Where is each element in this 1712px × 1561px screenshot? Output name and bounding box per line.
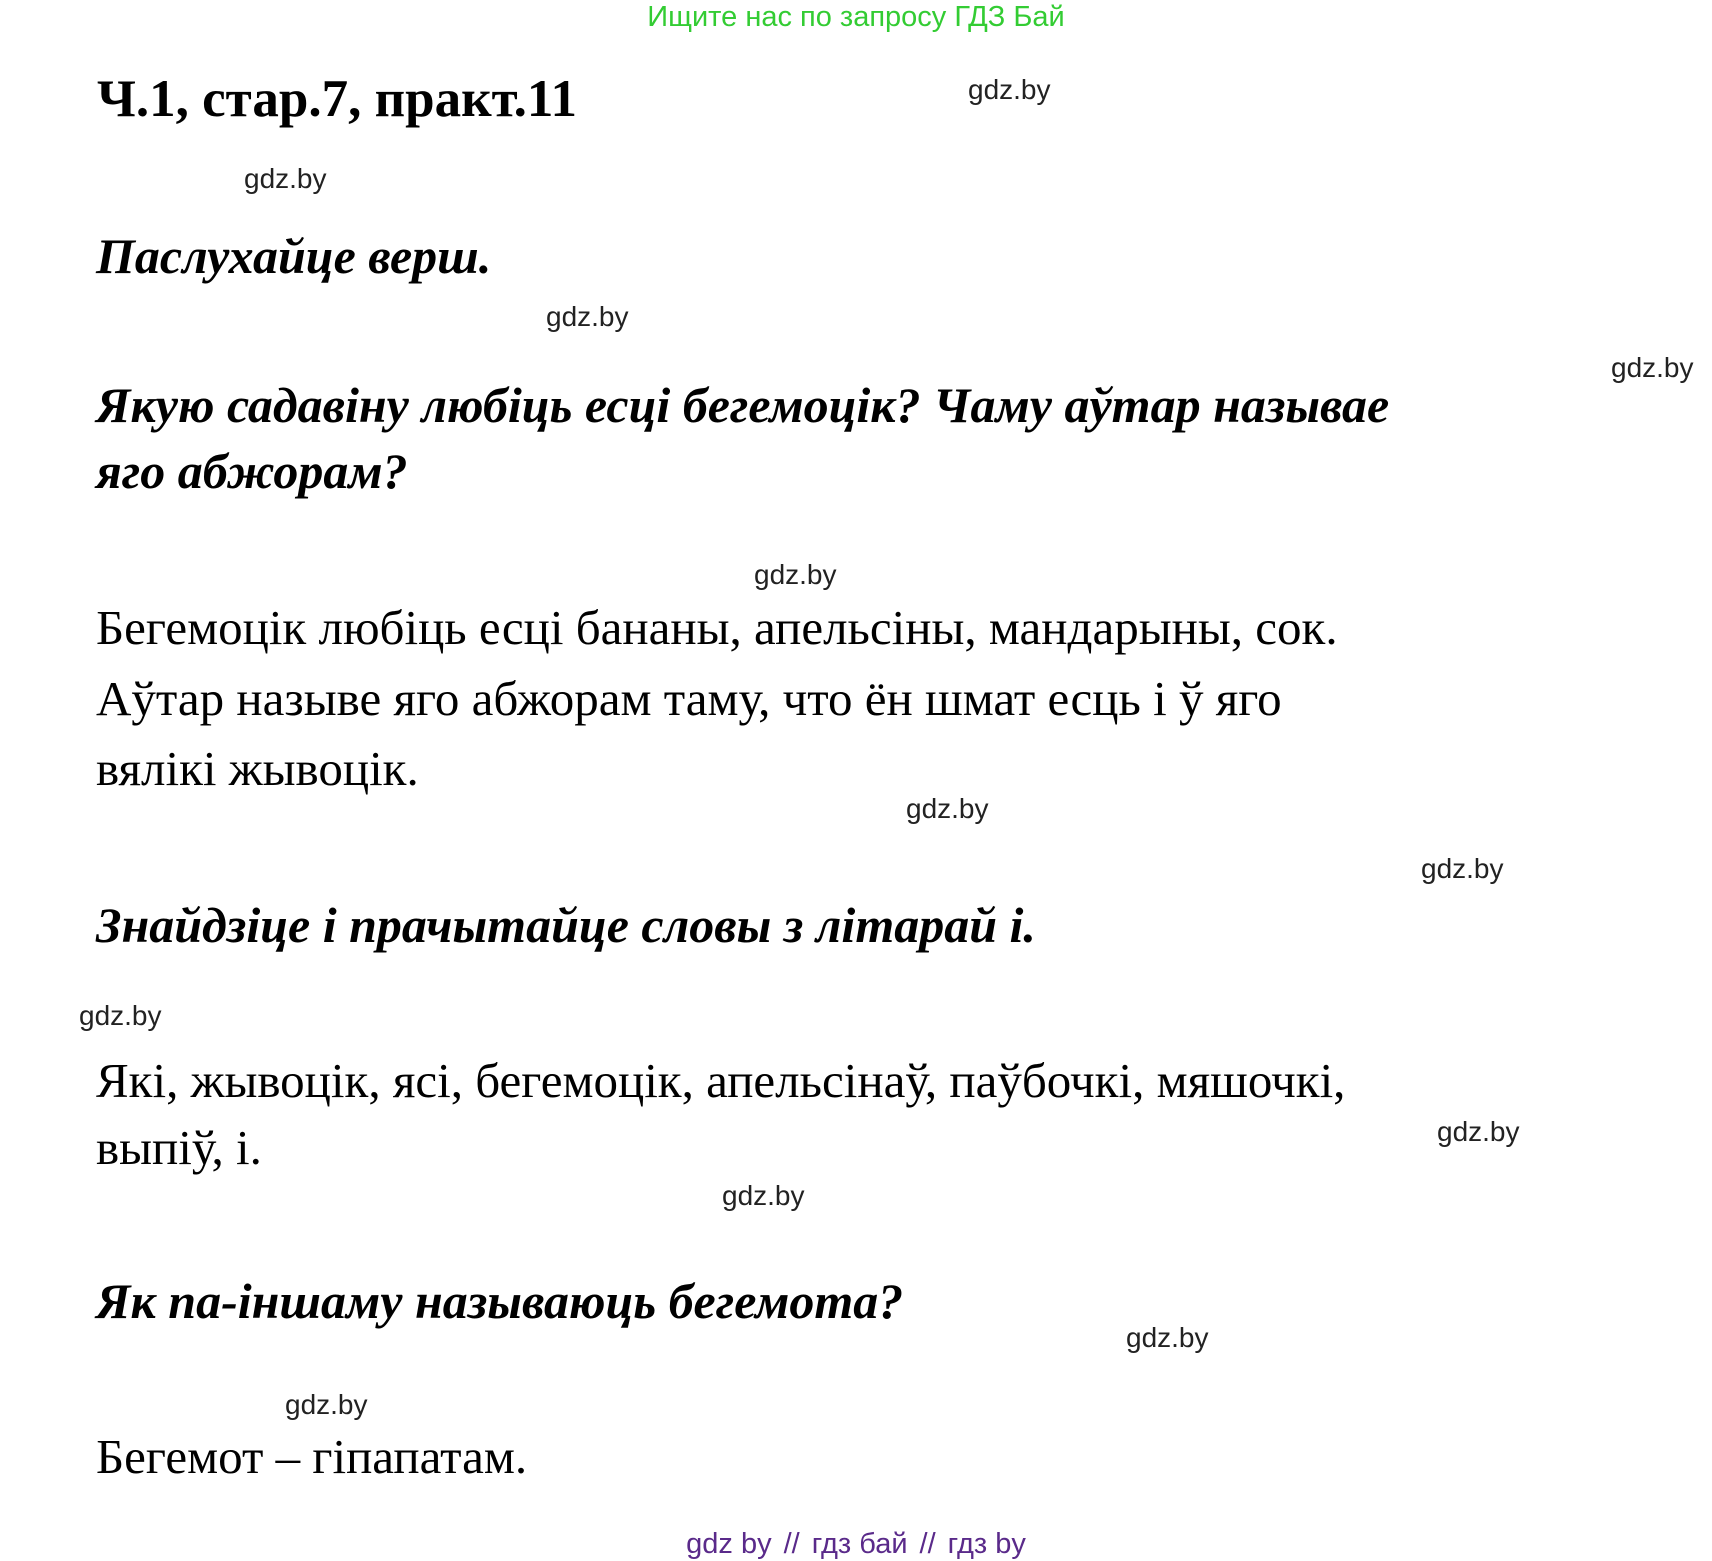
question-hippo-name: Як па-іншаму называюць бегемота?: [96, 1273, 904, 1329]
watermark: gdz.by: [722, 1180, 805, 1211]
answer-letter-i-line-1: Які, жывоцік, ясі, бегемоцік, апельсінаў, паўбочкі, мяшочкі,: [96, 1053, 1346, 1108]
watermark: gdz.by: [906, 793, 989, 824]
answer-fruit-line-1: Бегемоцік любіць есці бананы, апельсіны, мандарыны, сок.: [96, 600, 1338, 655]
question-letter-i: Знайдзіце і прачытайце словы з літарай і.: [96, 897, 1036, 953]
answer-fruit-line-2: Аўтар назыве яго абжорам таму, что ён шмат есць і ў яго: [96, 671, 1282, 726]
watermark: gdz.by: [79, 1000, 162, 1031]
search-banner: Ищите нас по запросу ГДЗ Бай: [647, 1, 1065, 33]
question-listen: Паслухайце верш.: [96, 228, 492, 284]
question-fruit-line-2: яго абжорам?: [96, 443, 408, 499]
watermark: gdz.by: [1611, 352, 1694, 383]
watermark: gdz.by: [1126, 1322, 1209, 1353]
footer-separator: //: [783, 1528, 800, 1560]
watermark: gdz.by: [285, 1389, 368, 1420]
answer-letter-i-line-2: выпіў, і.: [96, 1120, 262, 1175]
footer-link-gdz-by-mixed[interactable]: гдз by: [947, 1528, 1026, 1560]
footer-link-gdz-bai[interactable]: гдз бай: [811, 1528, 908, 1560]
footer-links: [0, 1527, 1712, 1561]
watermark: gdz.by: [968, 74, 1051, 105]
watermark: gdz.by: [1437, 1116, 1520, 1147]
answer-hippo-name: Бегемот – гіпапатам.: [96, 1429, 528, 1484]
watermark: gdz.by: [754, 559, 837, 590]
footer-link-gdz-by[interactable]: gdz by: [686, 1528, 772, 1560]
watermark: gdz.by: [546, 301, 629, 332]
watermark: gdz.by: [1421, 853, 1504, 884]
footer-separator: //: [919, 1528, 936, 1560]
question-fruit-line-1: Якую садавіну любіць есці бегемоцік? Чаму аўтар называе: [96, 377, 1390, 433]
page-title: Ч.1, стар.7, практ.11: [97, 70, 578, 128]
answer-fruit-line-3: вялікі жывоцік.: [96, 741, 419, 796]
watermark: gdz.by: [244, 163, 327, 194]
